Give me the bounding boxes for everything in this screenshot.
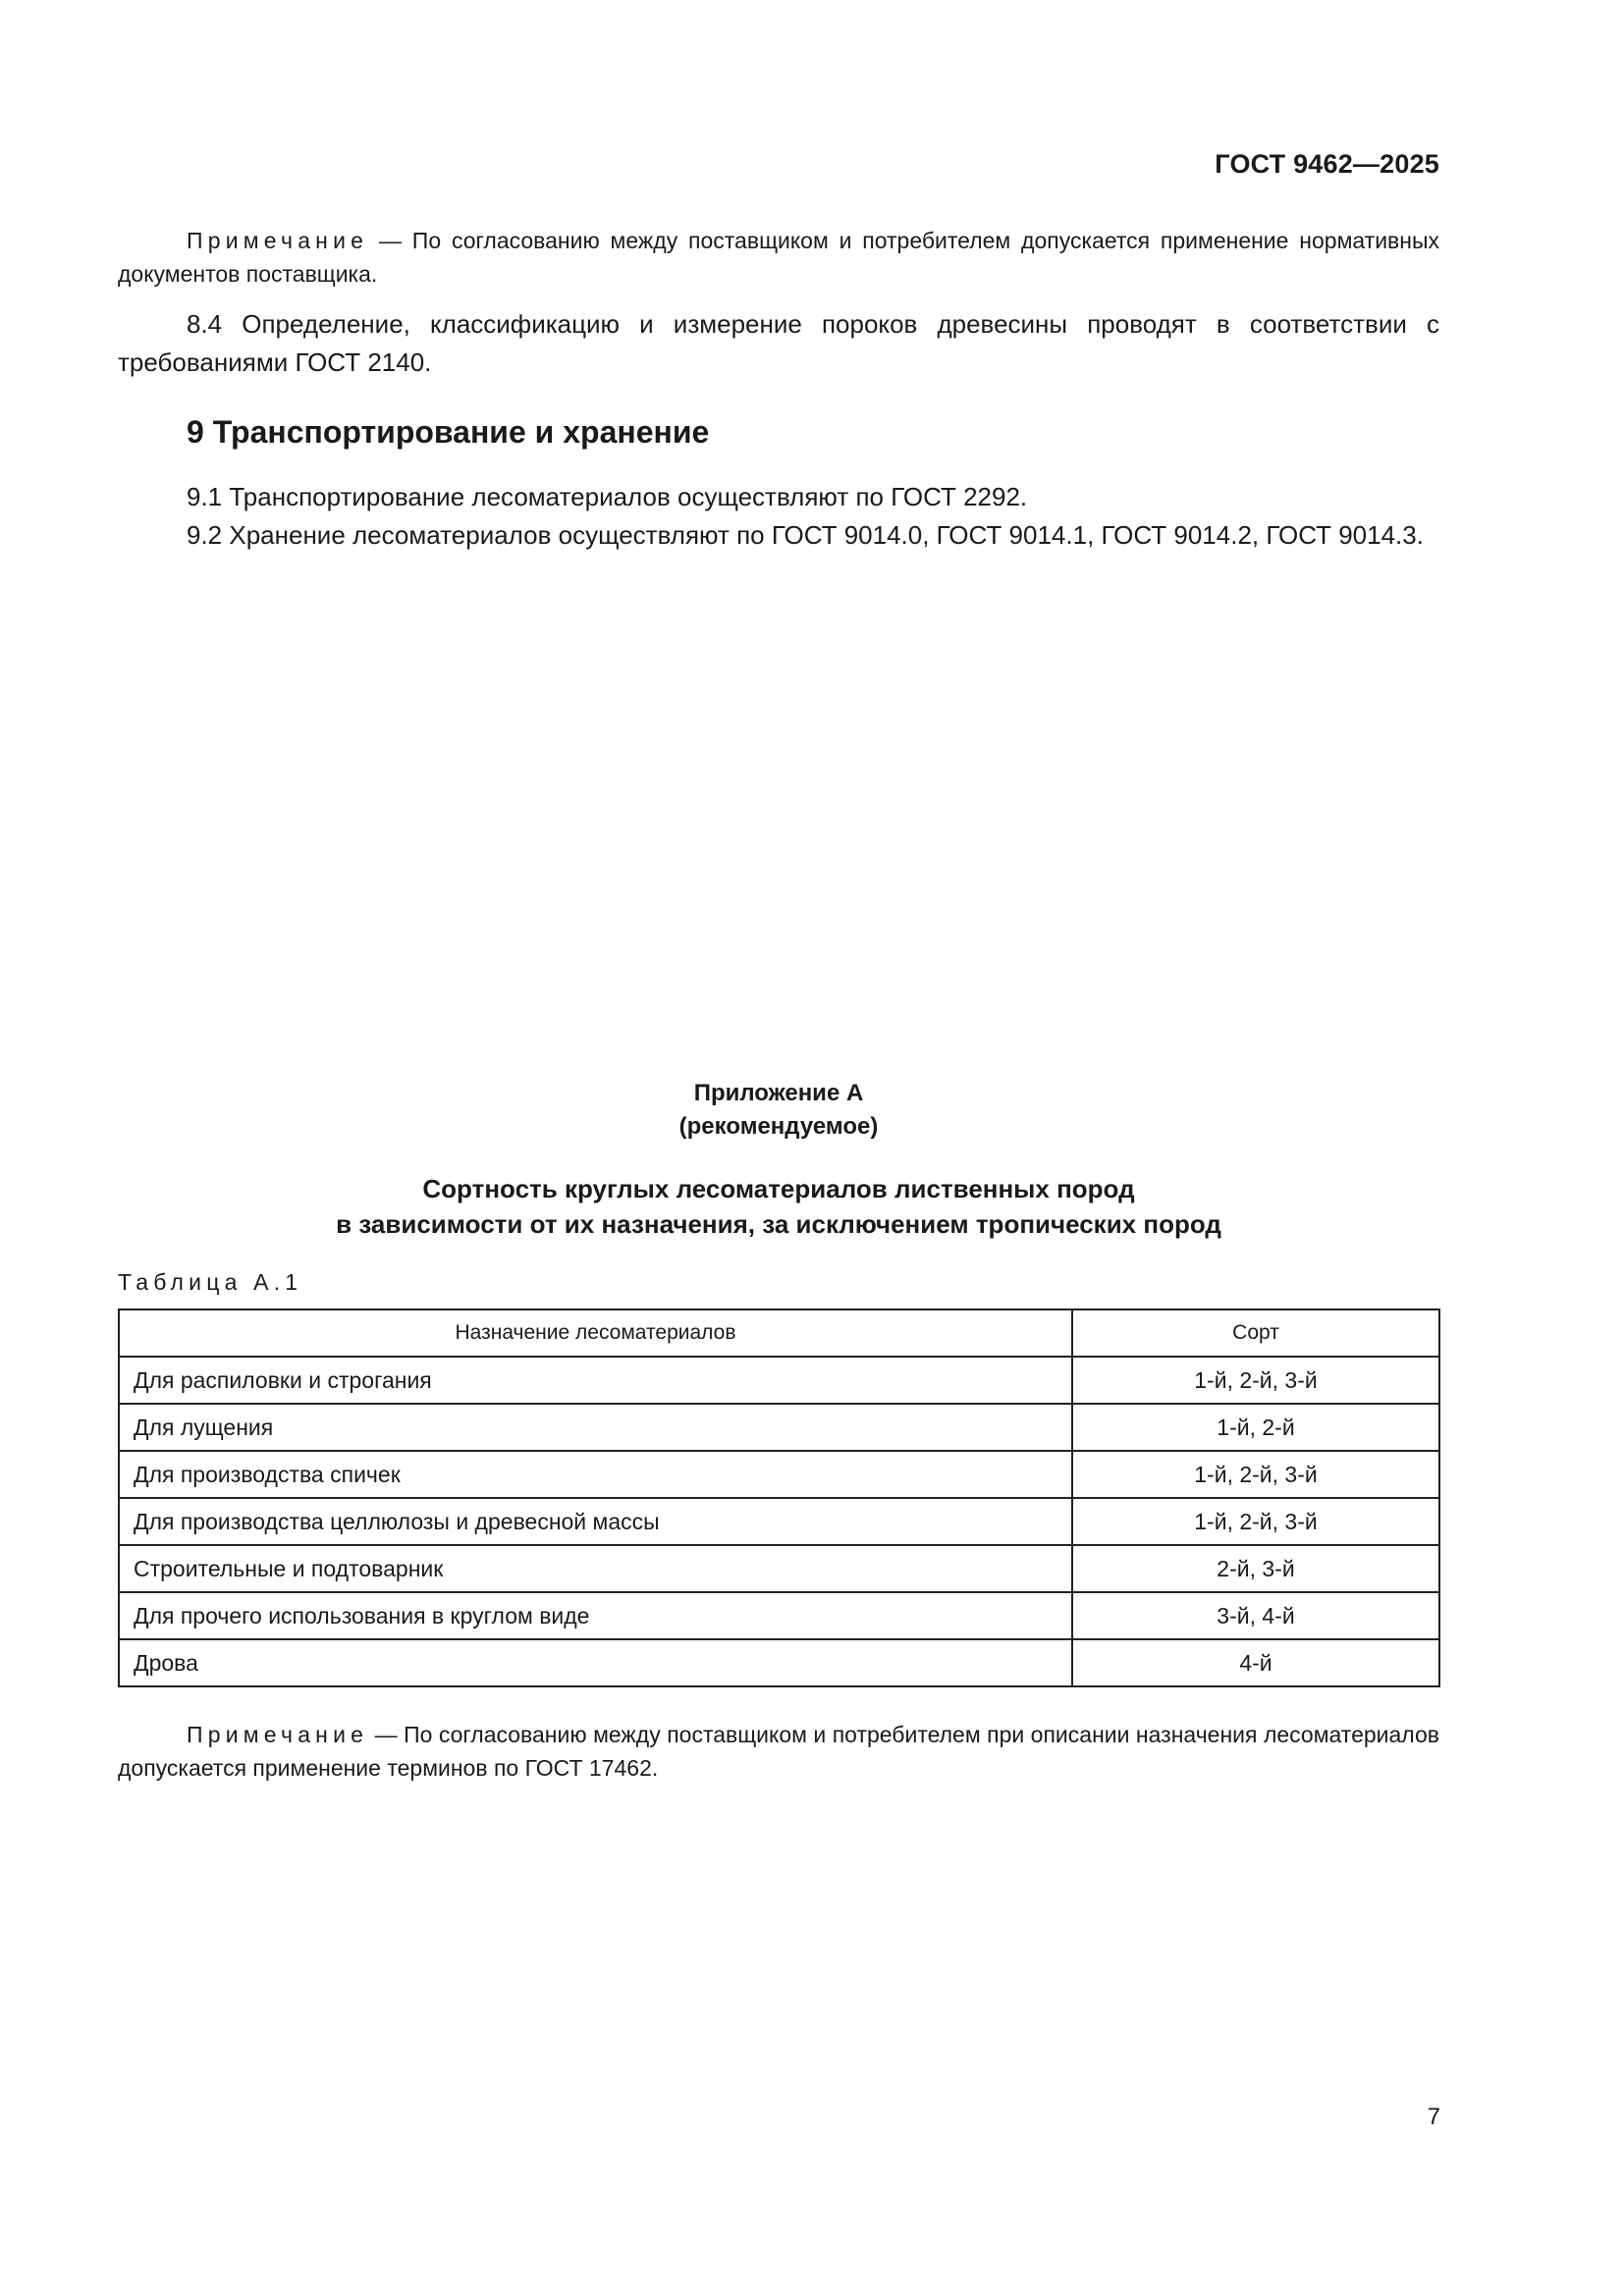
table-cell-purpose: Для прочего использования в круглом виде <box>119 1592 1072 1639</box>
note-1-text: — По согласованию между поставщиком и потребителем допускается применение нормативных документов поставщика. <box>118 228 1439 287</box>
note-block-2 <box>118 1718 1439 1785</box>
appendix-heading-line-1: Сортность круглых лесоматериалов лиственных пород <box>422 1174 1135 1203</box>
table-header-purpose: Назначение лесоматериалов <box>119 1309 1072 1357</box>
note-block-1 <box>118 224 1439 291</box>
table-header-row <box>119 1309 1439 1357</box>
table-row <box>119 1639 1439 1686</box>
table-cell-grade: 1-й, 2-й, 3-й <box>1072 1451 1439 1498</box>
table-row <box>119 1357 1439 1404</box>
table-cell-purpose: Для лущения <box>119 1404 1072 1451</box>
table-row <box>119 1404 1439 1451</box>
table-cell-grade: 1-й, 2-й <box>1072 1404 1439 1451</box>
note-1 <box>118 224 1439 291</box>
table-cell-purpose: Для производства спичек <box>119 1451 1072 1498</box>
paragraph-9-2: 9.2 Хранение лесоматериалов осуществляют по ГОСТ 9014.0, ГОСТ 9014.1, ГОСТ 9014.2, ГОСТ 9014.3. <box>187 520 1424 550</box>
appendix-status: (рекомендуемое) <box>678 1113 879 1140</box>
table-row <box>119 1545 1439 1592</box>
table-cell-purpose: Дрова <box>119 1639 1072 1686</box>
table-row <box>119 1451 1439 1498</box>
note-1-label: Примечание <box>187 228 369 253</box>
table-cell-grade: 3-й, 4-й <box>1072 1592 1439 1639</box>
appendix-heading-line-2: в зависимости от их назначения, за исключением тропических пород <box>336 1209 1221 1239</box>
table-header-grade: Сорт <box>1072 1309 1439 1357</box>
section-9-body <box>118 478 1439 555</box>
note-2-label: Примечание <box>187 1722 369 1747</box>
paragraph-8-4: 8.4 Определение, классификацию и измерение пороков древесины проводят в соответствии с требованиями ГОСТ 2140. <box>118 309 1439 377</box>
table-cell-purpose: Для распиловки и строгания <box>119 1357 1072 1404</box>
document-code: ГОСТ 9462—2025 <box>1215 149 1439 179</box>
note-2-text: — По согласованию между поставщиком и потребителем при описании назначения лесоматериалов допускается применение терминов по ГОСТ 17462. <box>118 1722 1439 1781</box>
table-row <box>119 1498 1439 1545</box>
section-9-title: 9 Транспортирование и хранение <box>187 414 710 450</box>
table-cell-grade: 2-й, 3-й <box>1072 1545 1439 1592</box>
table-cell-purpose: Строительные и подтоварник <box>119 1545 1072 1592</box>
appendix-title: Приложение А <box>693 1080 864 1106</box>
table-cell-grade: 4-й <box>1072 1639 1439 1686</box>
table-cell-grade: 1-й, 2-й, 3-й <box>1072 1498 1439 1545</box>
table-caption: Таблица А.1 <box>118 1269 303 1295</box>
page-number: 7 <box>1427 2104 1440 2130</box>
table-row <box>119 1592 1439 1639</box>
paragraph-8-4-block <box>118 305 1439 382</box>
table-cell-grade: 1-й, 2-й, 3-й <box>1072 1357 1439 1404</box>
paragraph-9-1: 9.1 Транспортирование лесоматериалов осуществляют по ГОСТ 2292. <box>187 482 1028 511</box>
note-2 <box>118 1718 1439 1785</box>
grade-table <box>118 1308 1440 1687</box>
table-cell-purpose: Для производства целлюлозы и древесной массы <box>119 1498 1072 1545</box>
